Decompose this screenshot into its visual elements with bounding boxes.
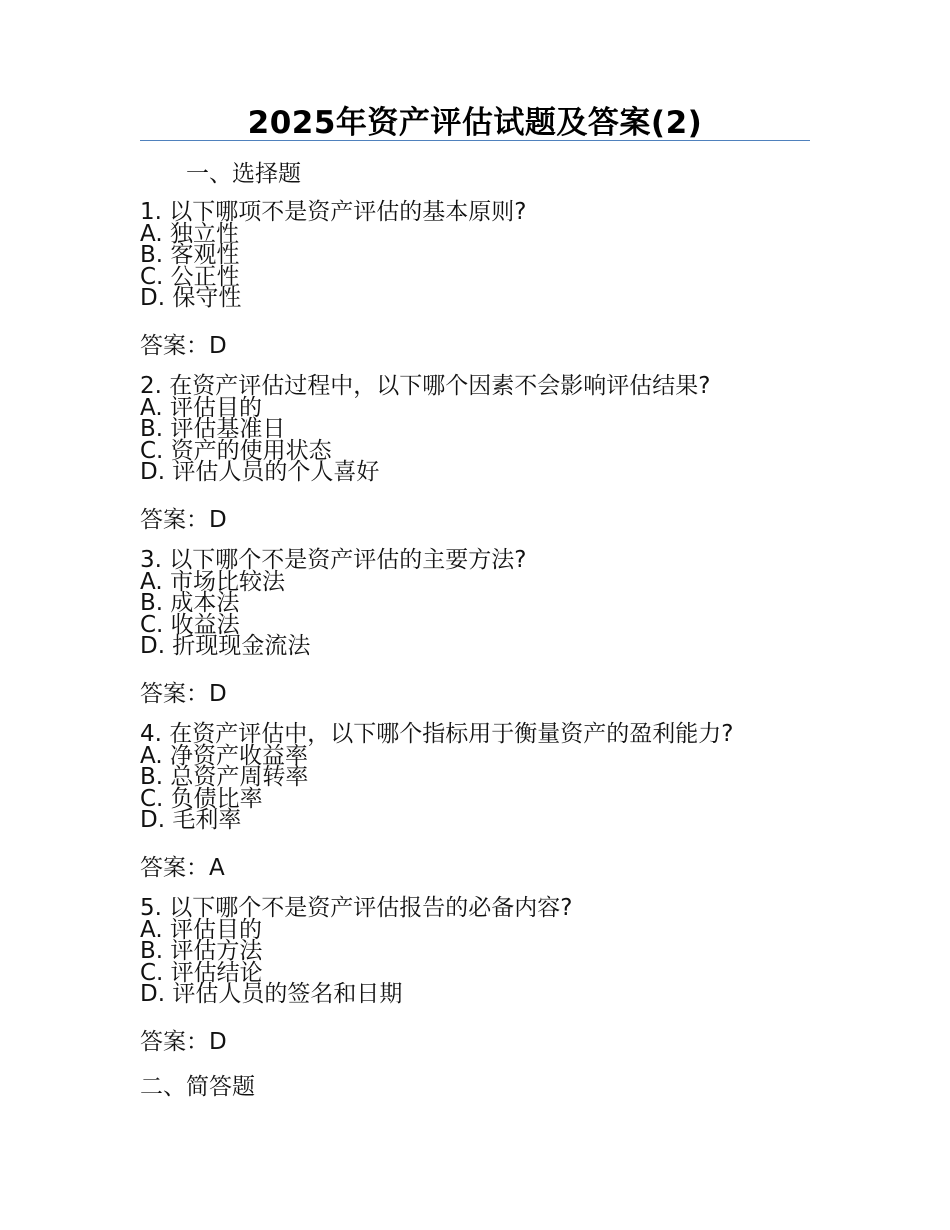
option-c: C. 资产的使用状态 [140,437,332,464]
option-d: D. 评估人员的签名和日期 [140,981,403,1008]
question-block-3 [140,547,810,708]
option-b: B. 评估基准日 [140,416,286,443]
answer-text: 答案：A [140,854,225,881]
question-block-4 [140,721,810,882]
answer-text: 答案：D [140,680,227,707]
option-d: D. 毛利率 [140,807,242,834]
option-d: D. 折现现金流法 [140,633,311,660]
option-b: B. 成本法 [140,590,240,617]
option-a: A. 独立性 [140,220,239,247]
question-stem: 2. 在资产评估过程中，以下哪个因素不会影响评估结果? [140,373,711,399]
question-block-1 [140,199,810,360]
section-heading-short-answer: 二、简答题 [140,1074,255,1100]
option-a: A. 评估目的 [140,916,262,943]
question-stem: 4. 在资产评估中，以下哪个指标用于衡量资产的盈利能力? [140,721,734,747]
answer-text: 答案：D [140,1028,227,1055]
option-d: D. 评估人员的个人喜好 [140,459,380,486]
question-stem: 1. 以下哪项不是资产评估的基本原则? [140,199,527,225]
option-a: A. 市场比较法 [140,568,285,595]
answer-text: 答案：D [140,506,227,533]
section-heading-choice: 一、选择题 [186,161,301,187]
option-c: C. 收益法 [140,611,240,638]
question-stem: 5. 以下哪个不是资产评估报告的必备内容? [140,895,573,921]
option-d: D. 保守性 [140,285,242,312]
title-underline [140,140,810,141]
option-a: A. 评估目的 [140,394,262,421]
document-title: 2025年资产评估试题及答案(2) [247,105,703,141]
option-c: C. 评估结论 [140,959,263,986]
option-b: B. 客观性 [140,242,240,269]
option-b: B. 总资产周转率 [140,764,309,791]
question-block-2 [140,373,810,534]
question-stem: 3. 以下哪个不是资产评估的主要方法? [140,547,527,573]
question-block-5 [140,895,810,1056]
option-a: A. 净资产收益率 [140,742,308,769]
option-b: B. 评估方法 [140,938,263,965]
option-c: C. 负债比率 [140,785,263,812]
option-c: C. 公正性 [140,263,240,290]
answer-text: 答案：D [140,332,227,359]
